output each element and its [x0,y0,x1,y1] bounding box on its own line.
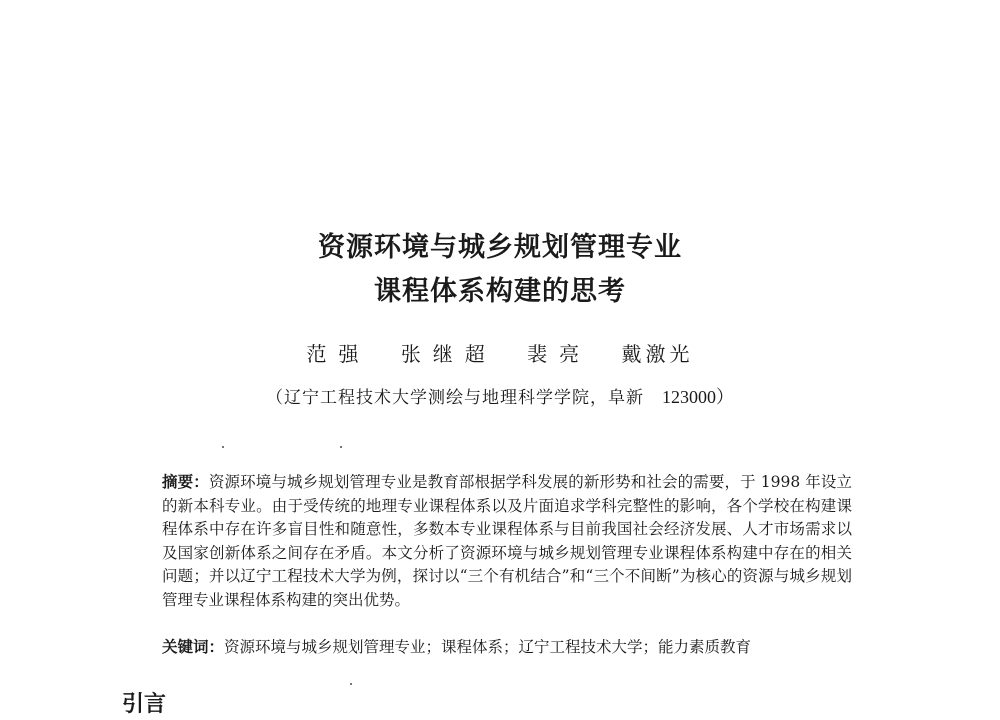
keywords-text: 资源环境与城乡规划管理专业；课程体系；辽宁工程技术大学；能力素质教育 [224,638,752,656]
title-line-1: 资源环境与城乡规划管理专业 [318,232,682,263]
author-1: 范强 [306,342,371,366]
affiliation-text: （辽宁工程技术大学测绘与地理科学学院，阜新 [266,388,644,408]
affiliation-zip: 123000） [662,387,734,407]
keywords-label: 关键词： [162,638,225,656]
abstract [162,471,852,612]
author-4: 戴激光 [621,342,694,366]
section-heading-introduction: 引言 [122,692,167,717]
scan-speck [340,446,342,448]
scan-speck [350,683,352,685]
author-list [0,338,1000,367]
scan-speck [222,446,224,448]
abstract-text: 资源环境与城乡规划管理专业是教育部根据学科发展的新形势和社会的需要，于 1998 年设立的新本科专业。由于受传统的地理专业课程体系以及片面追求学科完整性的影响，各个学校在构建课程体系中存在许多盲目性和随意性，多数本专业课程体系与目前我国社会经济发展、人才市场需求以及国家创新体系之间存在矛盾。本文分析了资源环境与城乡规划管理专业课程体系构建中存在的相关问题；并以辽宁工程技术大学为例，探讨以“三个有机结合”和“三个不间断”为核心的资源与城乡规划管理专业课程体系构建的突出优势。 [162,473,852,609]
abstract-label: 摘要： [162,473,209,491]
author-3: 裴亮 [527,342,592,366]
keywords [162,636,852,659]
author-2: 张继超 [400,342,497,366]
title-line-2: 课程体系构建的思考 [374,276,626,307]
affiliation [0,383,1000,409]
paper-title [0,226,1000,314]
